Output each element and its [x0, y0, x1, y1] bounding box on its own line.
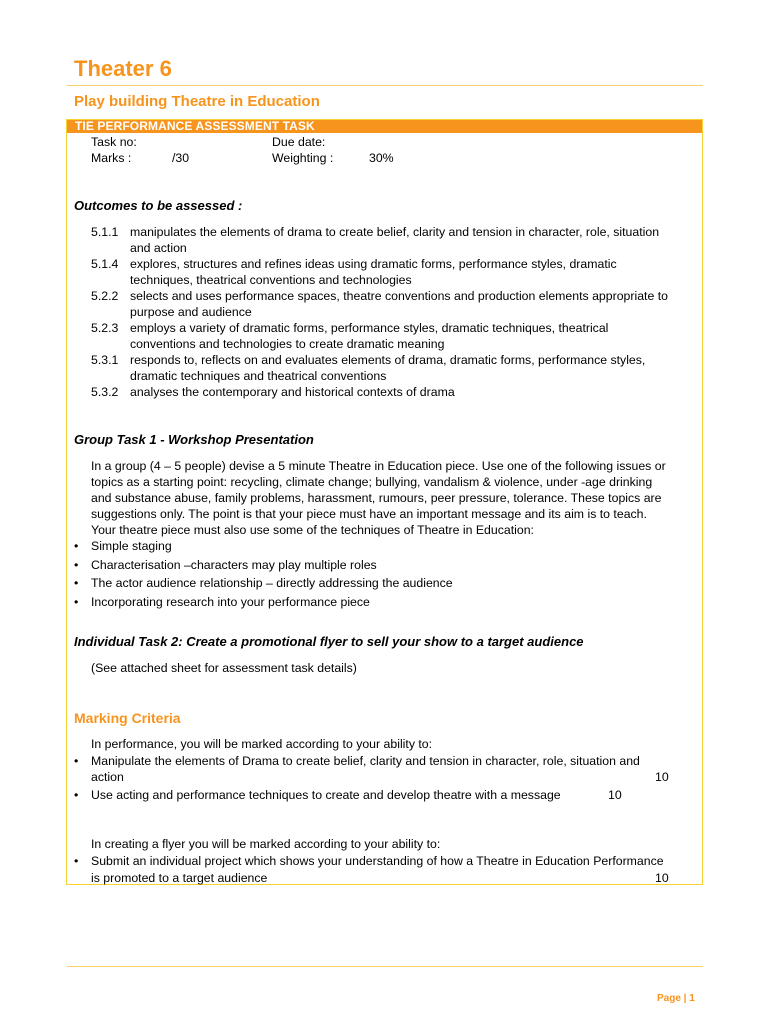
outcome-text: selects and uses performance spaces, theatre conventions and production elements appropriate to purpose and audience — [130, 289, 668, 319]
bullet-marker: • — [74, 754, 79, 768]
marks-label: Marks : — [91, 151, 132, 165]
due-date-label: Due date: — [272, 135, 326, 149]
outcome-code: 5.1.4 — [91, 257, 119, 271]
outcome-code: 5.2.3 — [91, 321, 119, 335]
flyer-intro: In creating a flyer you will be marked according to your ability to: — [91, 837, 441, 851]
outcomes-heading: Outcomes to be assessed : — [74, 198, 243, 213]
group-task-paragraph-line: and substance abuse, family problems, harassment, rumours, peer pressure, tolerance. These topics are — [91, 491, 662, 505]
individual-task-heading: Individual Task 2: Create a promotional flyer to sell your show to a target audience — [74, 634, 584, 649]
bullet-marker: • — [74, 576, 79, 590]
task-no-label: Task no: — [91, 135, 137, 149]
criterion-mark: 10 — [655, 770, 669, 784]
bullet-marker: • — [74, 558, 79, 572]
group-task-heading: Group Task 1 - Workshop Presentation — [74, 432, 314, 447]
criterion-text: Submit an individual project which shows your understanding of how a Theatre in Education Performance — [91, 854, 664, 868]
technique-item: The actor audience relationship – directly addressing the audience — [91, 576, 453, 590]
weighting-value: 30% — [369, 151, 394, 165]
outcome-code: 5.3.1 — [91, 353, 119, 367]
group-task-paragraph-line: Your theatre piece must also use some of the techniques of Theatre in Education: — [91, 523, 534, 537]
outcome-text: responds to, reflects on and evaluates elements of drama, dramatic forms, performance styles, dramatic techniques and theatrical conventions — [130, 353, 646, 383]
technique-item: Incorporating research into your performance piece — [91, 595, 370, 609]
criterion-text: action — [91, 770, 124, 784]
group-task-paragraph-line: topics as a starting point: recycling, climate change; bullying, vandalism & violence, under -age drinking — [91, 475, 653, 489]
document-title: Theater 6 — [74, 56, 172, 81]
technique-item: Simple staging — [91, 539, 172, 553]
bullet-marker: • — [74, 595, 79, 609]
weighting-label: Weighting : — [272, 151, 334, 165]
title-divider — [67, 85, 703, 86]
outcome-text: employs a variety of dramatic forms, performance styles, dramatic techniques, theatrical conventions and technologies to create dramatic meaning — [130, 321, 609, 351]
outcome-code: 5.3.2 — [91, 385, 119, 399]
marks-value: /30 — [172, 151, 190, 165]
criterion-mark: 10 — [655, 871, 669, 885]
criterion-mark: 10 — [608, 788, 622, 802]
individual-task-note: (See attached sheet for assessment task details) — [91, 661, 357, 675]
bullet-marker: • — [74, 854, 79, 868]
page-number: Page | 1 — [657, 993, 695, 1004]
group-task-paragraph-line: suggestions only. The point is that your piece must have an important message and its aim is to teach. — [91, 507, 647, 521]
technique-item: Characterisation –characters may play multiple roles — [91, 558, 377, 572]
performance-intro: In performance, you will be marked according to your ability to: — [91, 737, 433, 751]
outcome-code: 5.2.2 — [91, 289, 119, 303]
outcome-text: explores, structures and refines ideas using dramatic forms, performance styles, dramatic techniques, theatrical conventions and technologies — [130, 257, 617, 287]
bullet-marker: • — [74, 788, 79, 802]
task-band-heading: TIE PERFORMANCE ASSESSMENT TASK — [67, 120, 702, 133]
criterion-text: Manipulate the elements of Drama to create belief, clarity and tension in character, role, situation and — [91, 754, 640, 768]
group-task-paragraph-line: In a group (4 – 5 people) devise a 5 minute Theatre in Education piece. Use one of the following issues or — [91, 459, 666, 473]
outcome-text: analyses the contemporary and historical contexts of drama — [130, 385, 455, 399]
criterion-text: Use acting and performance techniques to create and develop theatre with a message — [91, 788, 561, 802]
footer-divider — [67, 966, 703, 967]
marking-criteria-heading: Marking Criteria — [74, 710, 181, 726]
outcome-code: 5.1.1 — [91, 225, 119, 239]
criterion-text: is promoted to a target audience — [91, 871, 268, 885]
document-subtitle: Play building Theatre in Education — [74, 93, 320, 110]
bullet-marker: • — [74, 539, 79, 553]
outcome-text: manipulates the elements of drama to create belief, clarity and tension in character, role, situation and action — [130, 225, 660, 255]
